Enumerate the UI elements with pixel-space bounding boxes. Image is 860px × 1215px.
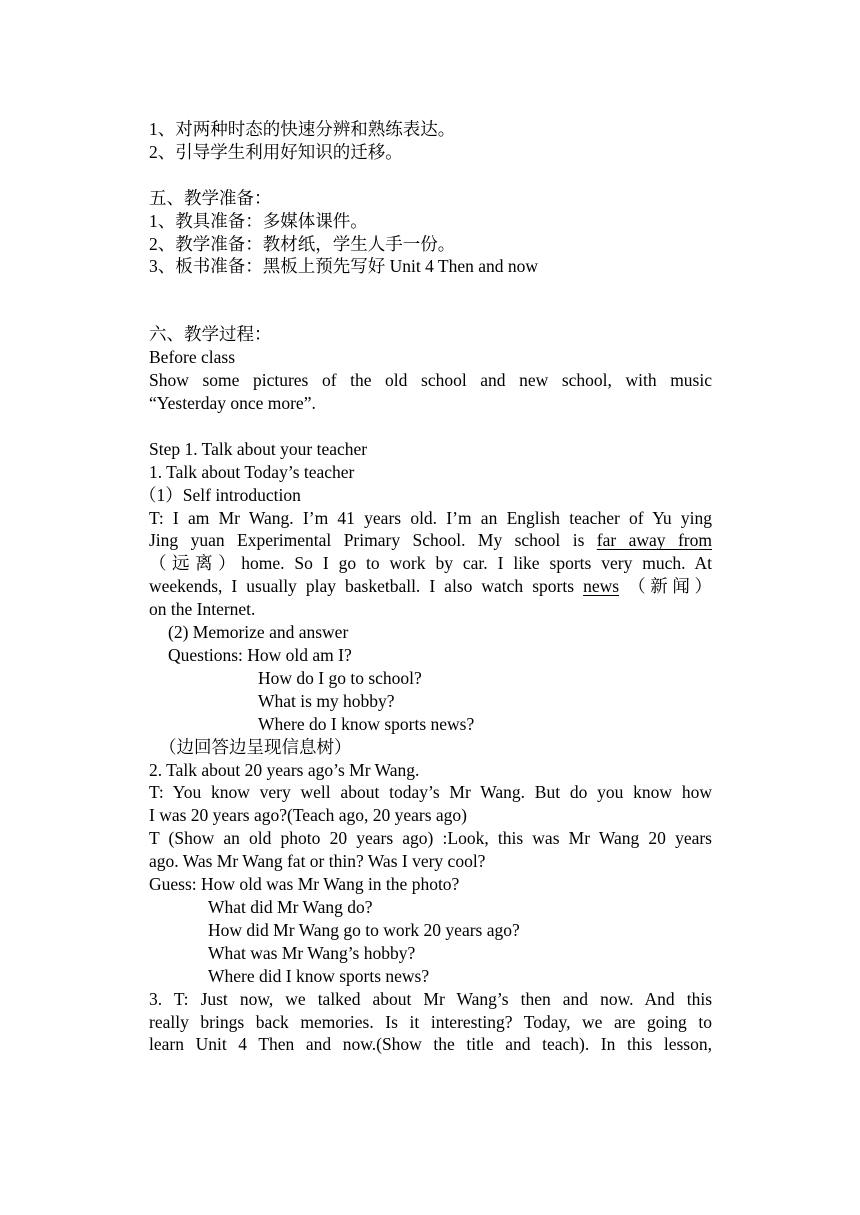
para2-line-4: ago. Was Mr Wang fat or thin? Was I very cool? <box>149 851 486 872</box>
para2-line-2: I was 20 years ago?(Teach ago, 20 years ago) <box>149 805 468 826</box>
show-line-1: Show some pictures of the old school and new school, with music <box>149 370 712 391</box>
before-class: Before class <box>149 347 236 368</box>
step-1-title: Step 1. Talk about your teacher <box>149 438 368 459</box>
guess-3: How did Mr Wang go to work 20 years ago? <box>208 919 520 940</box>
section-5-heading: 五、教学准备： <box>149 187 272 208</box>
question-3: What is my hobby? <box>258 690 395 711</box>
answer-note: （边回答边呈现信息树） <box>159 736 352 757</box>
memorize-heading: (2) Memorize and answer <box>168 622 349 643</box>
teacher-line-3: （远离）home. So I go to work by car. I like sports very much. At <box>149 553 712 574</box>
guess-5: Where did I know sports news? <box>208 965 430 986</box>
objective-line-2: 2、引导学生利用好知识的迁移。 <box>149 141 403 162</box>
para3-line-2: really brings back memories. Is it interesting? Today, we are going to <box>149 1011 712 1032</box>
step-1-sub-2: 2. Talk about 20 years ago’s Mr Wang. <box>149 759 420 780</box>
step-1-sub-1: 1. Talk about Today’s teacher <box>149 461 355 482</box>
teacher-line-1: T: I am Mr Wang. I’m 41 years old. I’m an English teacher of Yu ying <box>149 507 712 528</box>
teacher-line-5: on the Internet. <box>149 599 256 620</box>
guess-1: Guess: How old was Mr Wang in the photo? <box>149 874 460 895</box>
para2-line-3: T (Show an old photo 20 years ago) :Look, this was Mr Wang 20 years <box>149 828 712 849</box>
document-page <box>139 118 713 1056</box>
para3-line-3: learn Unit 4 Then and now.(Show the title and teach). In this lesson, <box>149 1034 712 1055</box>
question-2: How do I go to school? <box>258 667 422 688</box>
prep-line-2: 2、教学准备：教材纸，学生人手一份。 <box>149 233 456 254</box>
prep-line-1: 1、教具准备：多媒体课件。 <box>149 210 368 231</box>
question-1: Questions: How old am I? <box>168 645 352 665</box>
far-away-from: far away from <box>596 530 712 551</box>
self-introduction: （1）Self introduction <box>139 484 301 505</box>
para3-line-1: 3. T: Just now, we talked about Mr Wang’s then and now. And this <box>149 988 712 1009</box>
guess-2: What did Mr Wang do? <box>208 896 373 917</box>
teacher-line-2: Jing yuan Experimental Primary School. My school is far away from <box>149 530 712 551</box>
news-underlined: news <box>583 576 620 597</box>
prep-line-3: 3、板书准备：黑板上预先写好 Unit 4 Then and now <box>149 256 539 277</box>
section-6-heading: 六、教学过程： <box>149 324 272 345</box>
question-4: Where do I know sports news? <box>258 713 475 734</box>
teacher-line-4: weekends, I usually play basketball. I also watch sports news （新闻） <box>149 576 713 597</box>
objective-line-1: 1、对两种时态的快速分辨和熟练表达。 <box>149 119 456 139</box>
para2-line-1: T: You know very well about today’s Mr Wang. But do you know how <box>149 782 712 803</box>
show-line-2: “Yesterday once more”. <box>149 393 316 414</box>
guess-4: What was Mr Wang’s hobby? <box>208 942 416 963</box>
